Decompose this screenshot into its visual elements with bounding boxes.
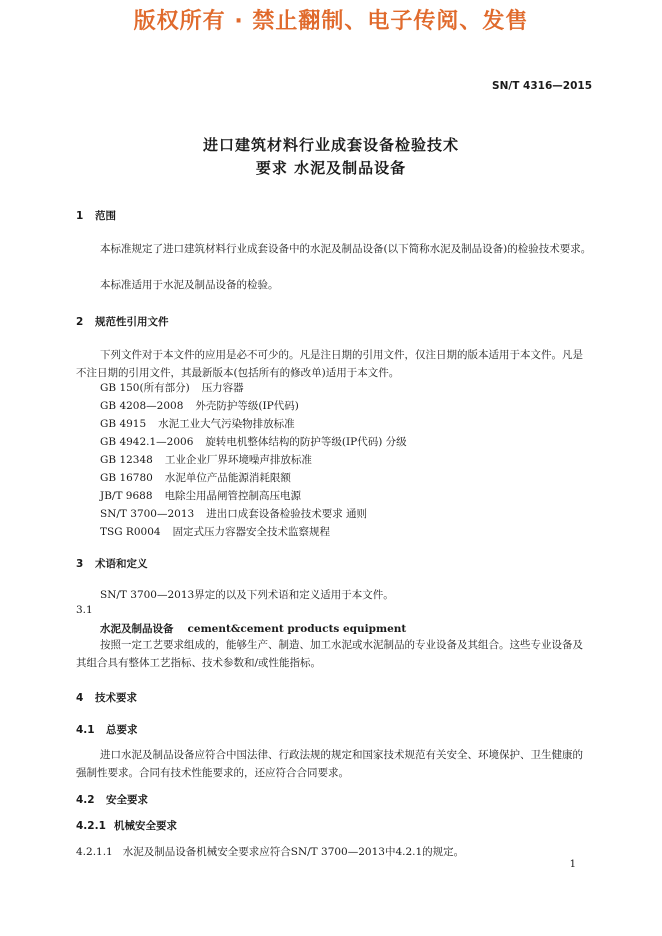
- references-intro: 下列文件对于本文件的应用是必不可少的。凡是注日期的引用文件，仅注日期的版本适用于本文件。凡是不注日期的引用文件，其最新版本(包括所有的修改单)适用于本文件。: [76, 349, 583, 379]
- section-2-heading: [76, 314, 169, 329]
- reference-title: 工业企业厂界环境噪声排放标准: [164, 454, 312, 466]
- document-title-line2: 要求 水泥及制品设备: [255, 159, 407, 177]
- section-number: 4.2: [76, 794, 95, 806]
- term-definition: 按照一定工艺要求组成的，能够生产、制造、加工水泥或水泥制品的专业设备及其组合。这些专业设备及其组合具有整体工艺指标、技术参数和/或性能指标。: [76, 639, 583, 669]
- general-requirements-text: 进口水泥及制品设备应符合中国法律、行政法规的规定和国家技术规范有关安全、环境保护、卫生健康的强制性要求。合同有技术性能要求的，还应符合合同要求。: [76, 749, 583, 779]
- terms-intro: SN/T 3700—2013界定的以及下列术语和定义适用于本文件。: [100, 589, 394, 601]
- section-3-heading: [76, 556, 148, 571]
- reference-title: 外壳防护等级(IP代码): [195, 400, 299, 412]
- reference-code: GB 16780: [100, 472, 153, 484]
- reference-code: SN/T 3700—2013: [100, 508, 195, 520]
- reference-code: GB 12348: [100, 454, 153, 466]
- subsection-4-1-heading: [76, 722, 138, 737]
- reference-title: 水泥单位产品能源消耗限额: [164, 472, 291, 484]
- clause-4-2-1-1: [76, 844, 464, 859]
- reference-item: [100, 488, 301, 503]
- section-title: 术语和定义: [95, 558, 148, 570]
- section-number: 4.2.1: [76, 820, 106, 832]
- reference-code: GB 4942.1—2006: [100, 436, 194, 448]
- term-entry: [100, 621, 406, 636]
- clause-text: 水泥及制品设备机械安全要求应符合SN/T 3700—2013中4.2.1的规定。: [122, 846, 465, 858]
- reference-item: [100, 506, 367, 521]
- reference-code: TSG R0004: [100, 526, 161, 538]
- section-number: 4: [76, 692, 84, 704]
- section-title: 范围: [95, 210, 116, 222]
- reference-title: 固定式压力容器安全技术监察规程: [172, 526, 331, 538]
- reference-item: [100, 452, 312, 467]
- reference-item: [100, 524, 330, 539]
- term-english: cement&cement products equipment: [187, 623, 407, 635]
- section-1-heading: [76, 208, 116, 223]
- standard-number: SN/T 4316—2015: [492, 80, 592, 92]
- copyright-watermark: 版权所有 · 禁止翻制、电子传阅、发售: [133, 9, 529, 34]
- page-number: 1: [569, 859, 576, 870]
- subsection-4-2-heading: [76, 792, 148, 807]
- section-title: 规范性引用文件: [95, 316, 169, 328]
- reference-code: GB 150(所有部分): [100, 382, 190, 394]
- reference-title: 压力容器: [201, 382, 244, 394]
- clause-number: 4.2.1.1: [76, 846, 113, 858]
- section-4-heading: [76, 690, 137, 705]
- reference-item: [100, 470, 291, 485]
- scope-paragraph-2: 本标准适用于水泥及制品设备的检验。: [100, 279, 279, 291]
- section-title: 技术要求: [95, 692, 137, 704]
- section-number: 4.1: [76, 724, 95, 736]
- reference-code: GB 4208—2008: [100, 400, 184, 412]
- document-title-line1: 进口建筑材料行业成套设备检验技术: [202, 136, 459, 154]
- reference-code: JB/T 9688: [100, 490, 153, 502]
- reference-code: GB 4915: [100, 418, 147, 430]
- scope-paragraph-1: 本标准规定了进口建筑材料行业成套设备中的水泥及制品设备(以下简称水泥及制品设备)的检验技术要求。: [100, 243, 592, 255]
- section-title: 机械安全要求: [114, 820, 177, 832]
- reference-item: [100, 380, 244, 395]
- reference-title: 进出口成套设备检验技术要求 通则: [206, 508, 368, 520]
- reference-item: [100, 416, 295, 431]
- section-number: 3: [76, 558, 84, 570]
- term-chinese: 水泥及制品设备: [100, 623, 174, 635]
- reference-item: [100, 398, 299, 413]
- term-number: 3.1: [76, 604, 93, 616]
- reference-title: 水泥工业大气污染物排放标准: [158, 418, 295, 430]
- section-number: 1: [76, 210, 84, 222]
- subsection-4-2-1-heading: [76, 818, 177, 833]
- reference-title: 旋转电机整体结构的防护等级(IP代码) 分级: [205, 436, 407, 448]
- reference-item: [100, 434, 407, 449]
- section-title: 总要求: [106, 724, 138, 736]
- section-number: 2: [76, 316, 84, 328]
- reference-title: 电除尘用晶闸管控制高压电源: [164, 490, 302, 502]
- section-title: 安全要求: [106, 794, 148, 806]
